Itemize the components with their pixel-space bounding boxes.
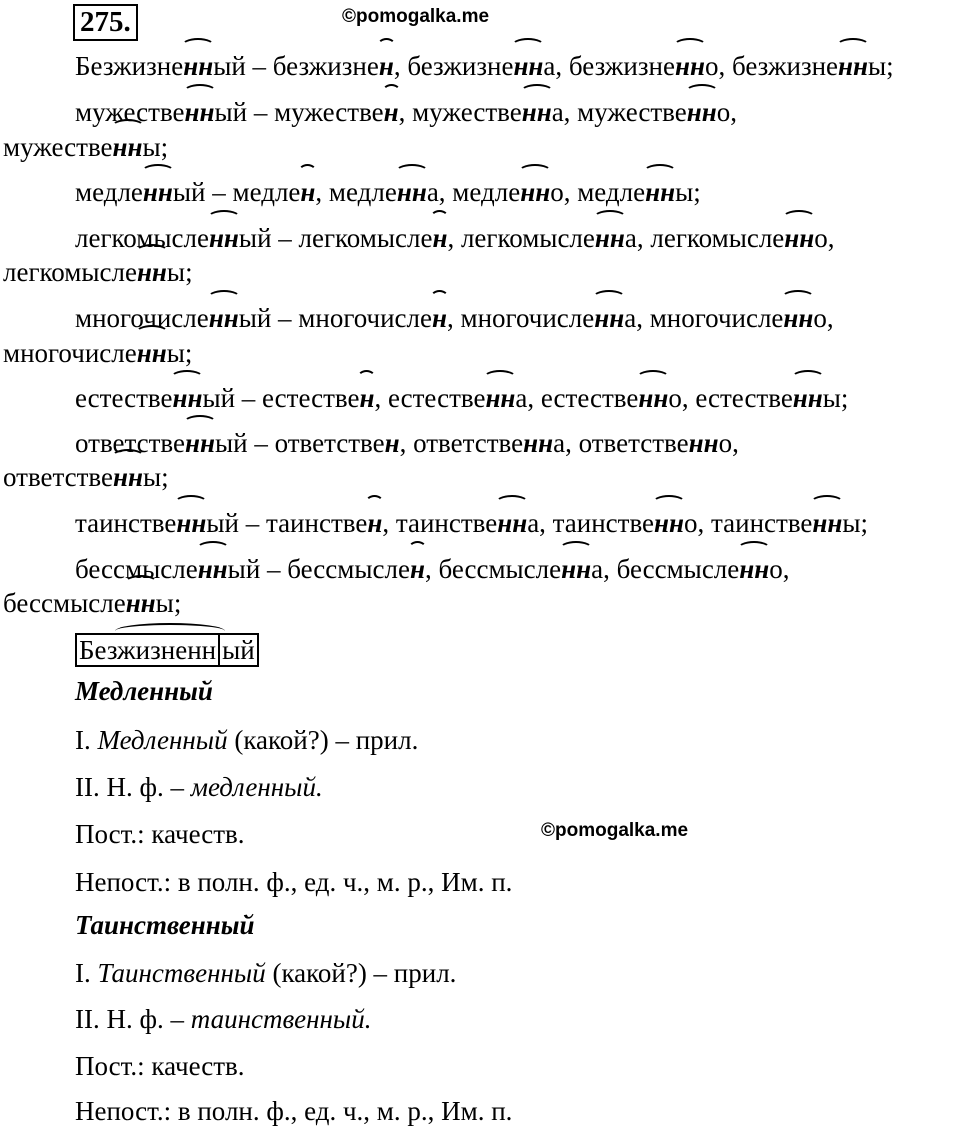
text-line: многочисленны; bbox=[3, 338, 193, 368]
parse-line: I. Медленный (какой?) – прил. bbox=[75, 725, 419, 755]
text-line: многочисленный – многочислен, многочисленна, многочисленно, bbox=[75, 303, 834, 333]
exercise-number: 275. bbox=[73, 4, 138, 41]
text-line: ответственны; bbox=[3, 462, 169, 492]
text-line: ответственный – ответствен, ответственна, ответственно, bbox=[75, 428, 739, 458]
text-line: таинственный – таинствен, таинственна, таинственно, таинственны; bbox=[75, 508, 869, 538]
parse-line: II. Н. ф. – медленный. bbox=[75, 772, 323, 802]
watermark: ©pomogalka.me bbox=[342, 6, 490, 27]
parse-line: Непост.: в полн. ф., ед. ч., м. р., Им. п. bbox=[75, 1096, 513, 1126]
text-line: легкомысленны; bbox=[3, 257, 193, 287]
root-arc bbox=[115, 623, 225, 639]
text-line: естественный – естествен, естественна, естественно, естественны; bbox=[75, 383, 849, 413]
text-line: легкомысленный – легкомыслен, легкомысленна, легкомысленно, bbox=[75, 223, 835, 253]
parse-line: Пост.: качеств. bbox=[75, 819, 245, 849]
text-line: мужественный – мужествен, мужественна, мужественно, bbox=[75, 97, 737, 127]
stem-box: Безжизненн bbox=[75, 633, 218, 667]
section-heading: Медленный bbox=[75, 676, 213, 706]
parse-line: Непост.: в полн. ф., ед. ч., м. р., Им. п. bbox=[75, 867, 513, 897]
section-heading: Таинственный bbox=[75, 910, 255, 940]
ending-box: ый bbox=[218, 633, 259, 667]
parse-line: I. Таинственный (какой?) – прил. bbox=[75, 958, 457, 988]
parse-line: II. Н. ф. – таинственный. bbox=[75, 1004, 372, 1034]
morpheme-analysis bbox=[75, 633, 259, 665]
watermark: ©pomogalka.me bbox=[541, 820, 689, 841]
text-line: мужественны; bbox=[3, 132, 169, 162]
text-line: Безжизненный – безжизнен, безжизненна, безжизненно, безжизненны; bbox=[75, 51, 894, 81]
parse-line: Пост.: качеств. bbox=[75, 1051, 245, 1081]
text-line: бессмысленны; bbox=[3, 588, 182, 618]
text-line: бессмысленный – бессмыслен, бессмысленна, бессмысленно, bbox=[75, 554, 790, 584]
text-line: медленный – медлен, медленна, медленно, медленны; bbox=[75, 177, 701, 207]
